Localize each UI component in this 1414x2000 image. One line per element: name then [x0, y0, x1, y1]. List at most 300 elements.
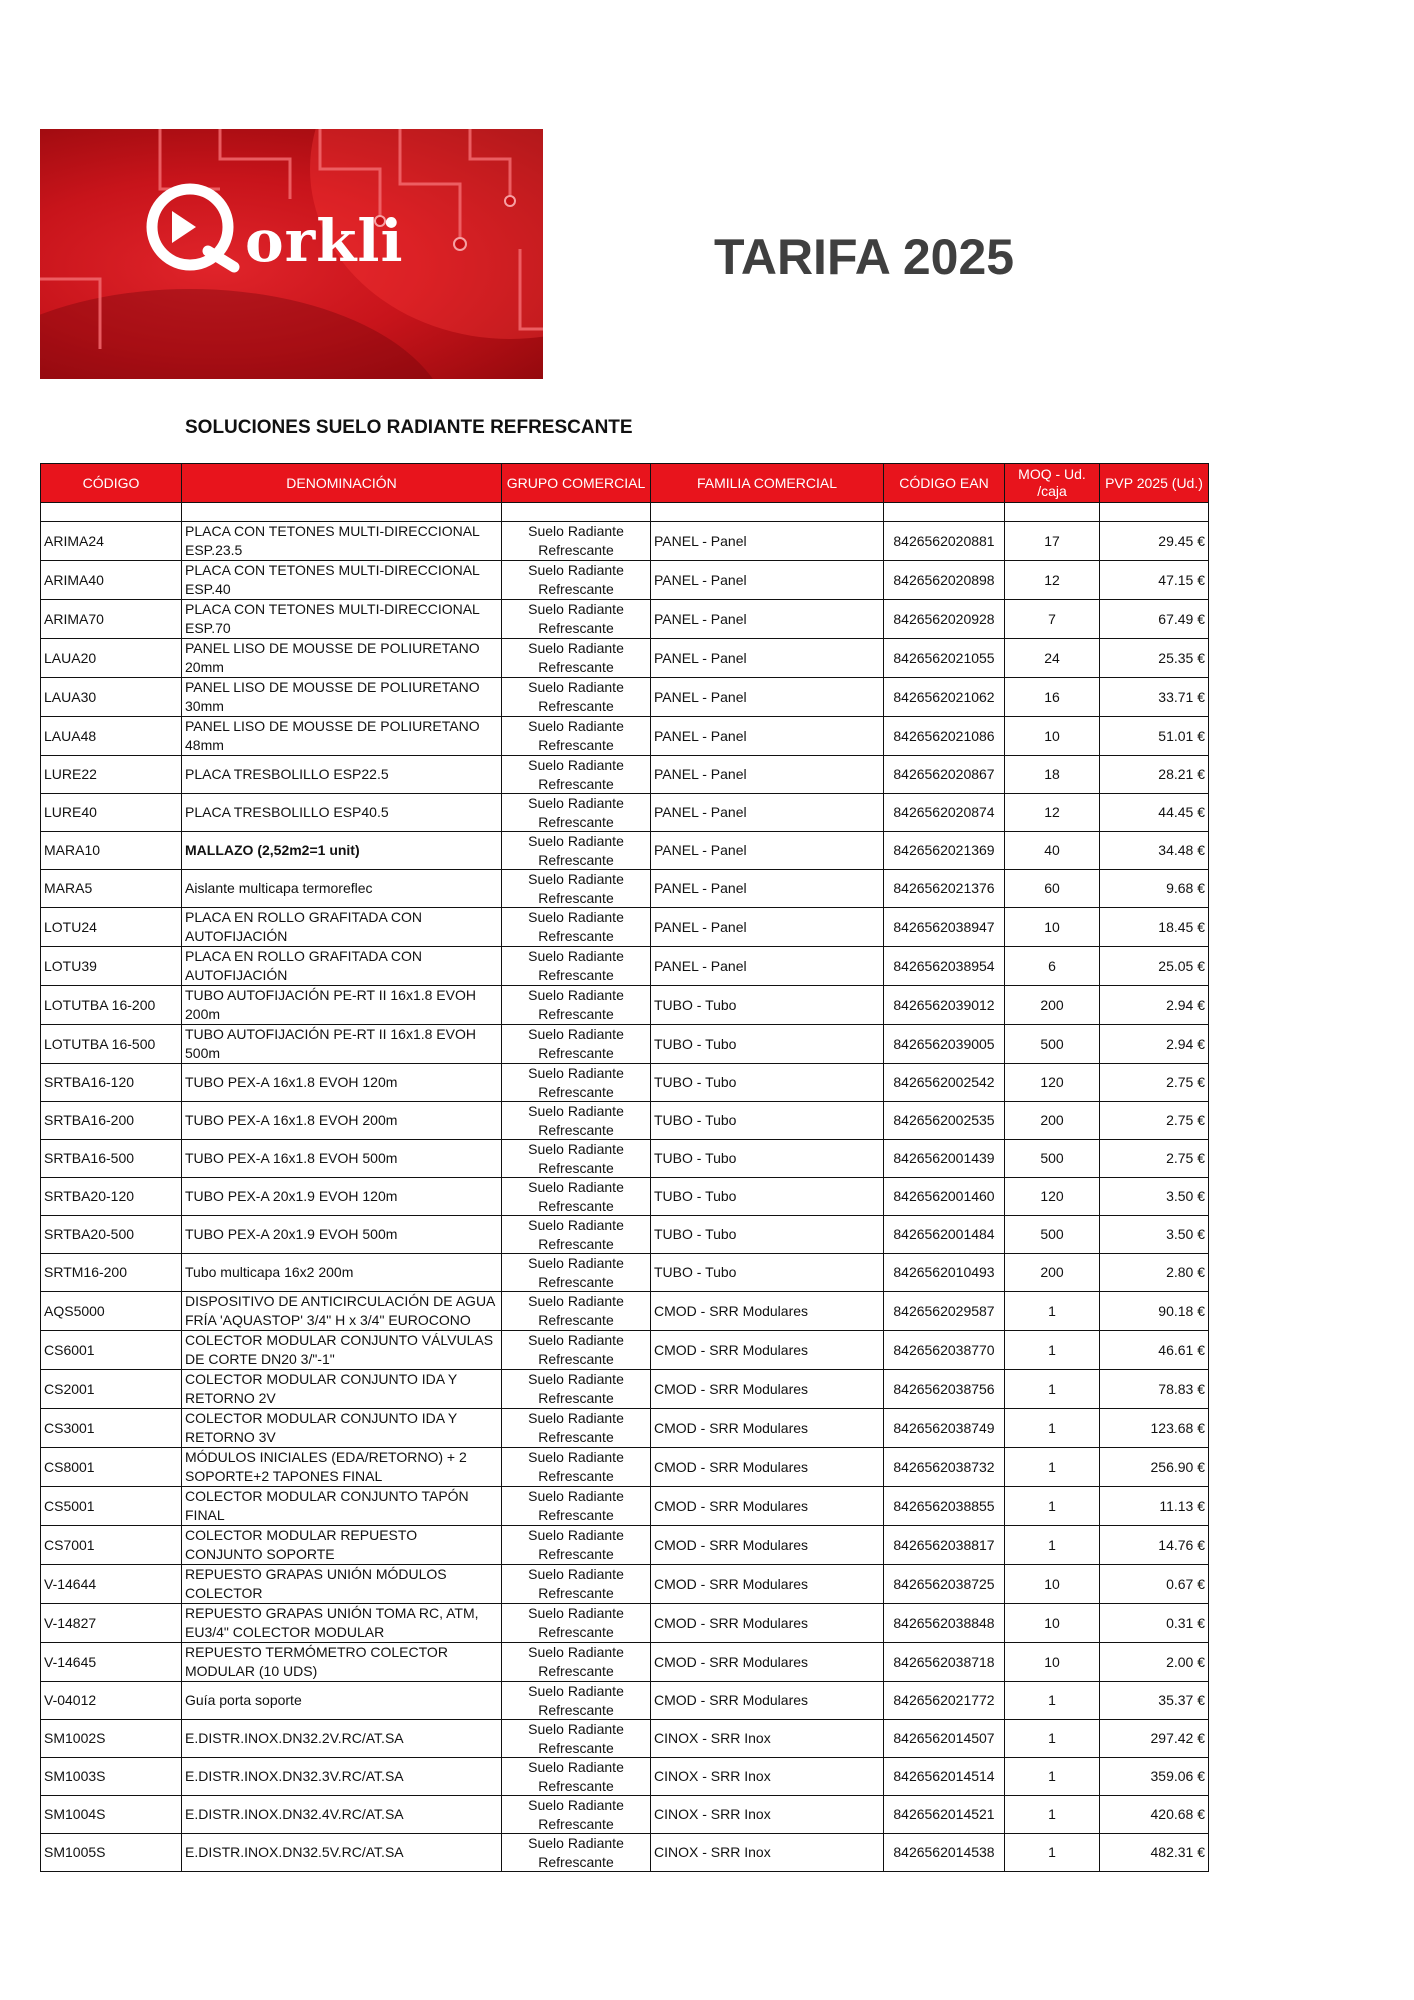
cell-familia-comercial — [651, 678, 884, 717]
cell-grupo-comercial-text: Suelo Radiante Refrescante — [528, 756, 624, 792]
cell-grupo-comercial-text: Suelo Radiante Refrescante — [528, 640, 624, 675]
cell-moq — [1005, 1292, 1100, 1331]
cell-grupo-comercial — [502, 1370, 651, 1409]
table-row — [41, 832, 1209, 870]
cell-pvp — [1100, 1526, 1209, 1565]
cell-familia-comercial-text: TUBO - Tubo — [654, 1226, 737, 1242]
cell-codigo-ean — [884, 1216, 1005, 1254]
cell-codigo-ean-text: 8426562039012 — [893, 996, 995, 1013]
cell-moq-text: 1 — [1048, 1341, 1056, 1358]
cell-moq — [1005, 1720, 1100, 1758]
cell-familia-comercial — [651, 1064, 884, 1102]
table-row — [41, 1178, 1209, 1216]
cell-codigo-ean — [884, 1565, 1005, 1604]
cell-moq-text: 1 — [1048, 1302, 1056, 1319]
cell-moq-text: 12 — [1044, 804, 1060, 820]
cell-grupo-comercial-text: Suelo Radiante Refrescante — [528, 1178, 624, 1214]
cell-codigo-text: LURE40 — [44, 804, 97, 820]
cell-familia-comercial-text: PANEL - Panel — [654, 649, 747, 666]
cell-pvp — [1100, 1216, 1209, 1254]
cell-denominacion-text: TUBO PEX-A 16x1.8 EVOH 200m — [185, 1112, 398, 1128]
cell-pvp — [1100, 1102, 1209, 1140]
cell-moq-text: 10 — [1044, 918, 1060, 935]
cell-codigo — [41, 832, 182, 870]
cell-grupo-comercial-text: Suelo Radiante Refrescante — [528, 1796, 624, 1832]
cell-codigo — [41, 986, 182, 1025]
cell-familia-comercial-text: CMOD - SRR Modulares — [654, 1536, 809, 1553]
cell-codigo-ean-text: 8426562001484 — [893, 1226, 995, 1242]
cell-pvp — [1100, 1565, 1209, 1604]
cell-familia-comercial — [651, 1643, 884, 1682]
cell-codigo — [41, 1064, 182, 1102]
cell-codigo-text: V-14644 — [44, 1575, 97, 1592]
cell-denominacion — [182, 908, 502, 947]
cell-moq — [1005, 1025, 1100, 1064]
cell-codigo-ean-text: 8426562021062 — [893, 688, 995, 705]
cell-moq — [1005, 986, 1100, 1025]
cell-familia-comercial-text: CMOD - SRR Modulares — [654, 1302, 809, 1319]
cell-grupo-comercial — [502, 1682, 651, 1720]
cell-grupo-comercial-text: Suelo Radiante Refrescante — [528, 1410, 624, 1445]
cell-familia-comercial-text: CMOD - SRR Modulares — [654, 1614, 809, 1631]
cell-moq — [1005, 1682, 1100, 1720]
cell-pvp — [1100, 832, 1209, 870]
cell-codigo-text: CS6001 — [44, 1341, 95, 1358]
table-row — [41, 986, 1209, 1025]
cell-moq-text: 1 — [1048, 1458, 1056, 1475]
cell-pvp — [1100, 1409, 1209, 1448]
cell-denominacion — [182, 947, 502, 986]
cell-moq — [1005, 1487, 1100, 1526]
cell-moq-text: 500 — [1040, 1150, 1064, 1166]
cell-codigo-text: CS7001 — [44, 1536, 95, 1553]
cell-grupo-comercial — [502, 986, 651, 1025]
cell-grupo-comercial-text: Suelo Radiante Refrescante — [528, 1527, 624, 1562]
cell-denominacion — [182, 832, 502, 870]
cell-codigo-text: AQS5000 — [44, 1302, 105, 1319]
cell-pvp-text: 29.45 € — [1158, 532, 1205, 549]
cell-denominacion — [182, 1487, 502, 1526]
cell-familia-comercial — [651, 870, 884, 908]
cell-codigo-ean — [884, 1292, 1005, 1331]
cell-familia-comercial-text: TUBO - Tubo — [654, 1188, 737, 1204]
cell-denominacion-text: Guía porta soporte — [185, 1692, 302, 1708]
cell-moq — [1005, 717, 1100, 756]
cell-denominacion — [182, 639, 502, 678]
cell-familia-comercial-text: CMOD - SRR Modulares — [654, 1497, 809, 1514]
cell-familia-comercial — [651, 1102, 884, 1140]
cell-pvp-text: 44.45 € — [1158, 804, 1205, 820]
cell-denominacion — [182, 1064, 502, 1102]
cell-codigo-ean-text: 8426562038855 — [893, 1497, 995, 1514]
cell-codigo-ean-text: 8426562014521 — [893, 1806, 995, 1822]
cell-codigo-ean — [884, 1643, 1005, 1682]
cell-pvp-text: 9.68 € — [1166, 880, 1205, 896]
cell-familia-comercial — [651, 1331, 884, 1370]
cell-codigo-ean-text: 8426562001439 — [893, 1150, 995, 1166]
table-row — [41, 1565, 1209, 1604]
cell-familia-comercial-text: PANEL - Panel — [654, 727, 747, 744]
cell-familia-comercial-text: PANEL - Panel — [654, 918, 747, 935]
cell-familia-comercial-text: CMOD - SRR Modulares — [654, 1341, 809, 1358]
cell-codigo-text: CS3001 — [44, 1419, 95, 1436]
cell-codigo-text: ARIMA24 — [44, 532, 104, 549]
cell-pvp — [1100, 756, 1209, 794]
orkli-logo — [40, 129, 543, 379]
cell-codigo-text: SRTBA20-500 — [44, 1226, 135, 1242]
cell-grupo-comercial-text: Suelo Radiante Refrescante — [528, 1140, 624, 1176]
cell-grupo-comercial-text: Suelo Radiante Refrescante — [528, 1758, 624, 1794]
table-row — [41, 1102, 1209, 1140]
cell-codigo — [41, 1140, 182, 1178]
cell-grupo-comercial — [502, 908, 651, 947]
cell-codigo — [41, 908, 182, 947]
header-familia-comercial: FAMILIA COMERCIAL — [651, 464, 884, 503]
cell-moq — [1005, 1834, 1100, 1872]
cell-grupo-comercial-text: Suelo Radiante Refrescante — [528, 987, 624, 1022]
cell-denominacion — [182, 1254, 502, 1292]
cell-codigo-ean-text: 8426562010493 — [893, 1264, 995, 1280]
cell-pvp — [1100, 1370, 1209, 1409]
cell-familia-comercial — [651, 1448, 884, 1487]
cell-codigo-ean-text: 8426562014514 — [893, 1768, 995, 1784]
cell-moq — [1005, 794, 1100, 832]
cell-codigo-ean — [884, 908, 1005, 947]
cell-pvp-text: 51.01 € — [1158, 727, 1205, 744]
cell-pvp-text: 67.49 € — [1158, 610, 1205, 627]
cell-grupo-comercial-text: Suelo Radiante Refrescante — [528, 562, 624, 597]
cell-codigo-text: LURE22 — [44, 766, 97, 782]
cell-codigo-text: CS8001 — [44, 1458, 95, 1475]
cell-familia-comercial — [651, 1758, 884, 1796]
cell-familia-comercial-text: CMOD - SRR Modulares — [654, 1458, 809, 1475]
cell-codigo-ean — [884, 756, 1005, 794]
cell-grupo-comercial — [502, 600, 651, 639]
cell-pvp-text: 35.37 € — [1158, 1692, 1205, 1708]
cell-codigo-text: LAUA20 — [44, 649, 97, 666]
cell-moq — [1005, 832, 1100, 870]
cell-moq — [1005, 908, 1100, 947]
cell-familia-comercial — [651, 1140, 884, 1178]
cell-denominacion-text: PLACA TRESBOLILLO ESP40.5 — [185, 804, 389, 820]
cell-familia-comercial — [651, 1216, 884, 1254]
cell-grupo-comercial — [502, 1448, 651, 1487]
cell-grupo-comercial — [502, 1409, 651, 1448]
cell-grupo-comercial-text: Suelo Radiante Refrescante — [528, 1216, 624, 1252]
cell-moq — [1005, 1565, 1100, 1604]
cell-grupo-comercial — [502, 1254, 651, 1292]
cell-codigo-text: MARA5 — [44, 880, 93, 896]
cell-grupo-comercial-text: Suelo Radiante Refrescante — [528, 1644, 624, 1679]
cell-grupo-comercial — [502, 678, 651, 717]
table-row — [41, 1331, 1209, 1370]
cell-moq — [1005, 600, 1100, 639]
table-row — [41, 1682, 1209, 1720]
cell-grupo-comercial-text: Suelo Radiante Refrescante — [528, 679, 624, 714]
cell-codigo-ean — [884, 1409, 1005, 1448]
cell-grupo-comercial — [502, 561, 651, 600]
cell-moq — [1005, 1216, 1100, 1254]
cell-grupo-comercial-text: Suelo Radiante Refrescante — [528, 1332, 624, 1367]
cell-familia-comercial — [651, 1796, 884, 1834]
cell-denominacion — [182, 1796, 502, 1834]
cell-denominacion-text: PLACA EN ROLLO GRAFITADA CON AUTOFIJACIÓN — [185, 909, 423, 944]
cell-grupo-comercial — [502, 1643, 651, 1682]
cell-codigo — [41, 1331, 182, 1370]
cell-codigo-ean — [884, 1331, 1005, 1370]
cell-grupo-comercial — [502, 1216, 651, 1254]
table-row — [41, 600, 1209, 639]
cell-denominacion-text: PLACA CON TETONES MULTI-DIRECCIONAL ESP.40 — [185, 562, 480, 597]
cell-denominacion — [182, 1331, 502, 1370]
cell-pvp — [1100, 1178, 1209, 1216]
cell-grupo-comercial-text: Suelo Radiante Refrescante — [528, 1605, 624, 1640]
cell-moq — [1005, 947, 1100, 986]
cell-pvp — [1100, 1720, 1209, 1758]
cell-moq — [1005, 1448, 1100, 1487]
cell-denominacion-text: TUBO PEX-A 16x1.8 EVOH 500m — [185, 1150, 398, 1166]
cell-codigo-ean — [884, 1102, 1005, 1140]
cell-pvp-text: 78.83 € — [1158, 1380, 1205, 1397]
cell-pvp-text: 2.75 € — [1166, 1074, 1205, 1090]
cell-codigo — [41, 1025, 182, 1064]
cell-codigo-text: MARA10 — [44, 842, 101, 858]
cell-pvp — [1100, 717, 1209, 756]
cell-moq — [1005, 1643, 1100, 1682]
cell-codigo — [41, 1526, 182, 1565]
cell-pvp-text: 14.76 € — [1158, 1536, 1205, 1553]
cell-pvp — [1100, 794, 1209, 832]
cell-familia-comercial — [651, 1565, 884, 1604]
cell-denominacion-text: PANEL LISO DE MOUSSE DE POLIURETANO 48mm — [185, 718, 480, 753]
cell-pvp — [1100, 1254, 1209, 1292]
cell-codigo-ean-text: 8426562014507 — [893, 1730, 995, 1746]
cell-denominacion — [182, 1526, 502, 1565]
cell-codigo — [41, 1487, 182, 1526]
table-row — [41, 561, 1209, 600]
page-title: TARIFA 2025 — [714, 229, 1015, 285]
cell-denominacion — [182, 1565, 502, 1604]
cell-pvp-text: 420.68 € — [1150, 1806, 1205, 1822]
cell-denominacion-text: COLECTOR MODULAR CONJUNTO TAPÓN FINAL — [185, 1488, 469, 1523]
cell-codigo-ean-text: 8426562020867 — [893, 766, 995, 782]
cell-grupo-comercial-text: Suelo Radiante Refrescante — [528, 1720, 624, 1756]
cell-codigo-ean-text: 8426562038817 — [893, 1536, 995, 1553]
cell-denominacion-text: PANEL LISO DE MOUSSE DE POLIURETANO 30mm — [185, 679, 480, 714]
cell-denominacion-text: REPUESTO TERMÓMETRO COLECTOR MODULAR (10 UDS) — [185, 1644, 448, 1679]
cell-codigo-ean — [884, 832, 1005, 870]
cell-codigo-text: V-04012 — [44, 1692, 97, 1708]
cell-pvp — [1100, 1758, 1209, 1796]
cell-pvp — [1100, 600, 1209, 639]
cell-denominacion — [182, 1140, 502, 1178]
cell-moq — [1005, 1102, 1100, 1140]
cell-grupo-comercial-text: Suelo Radiante Refrescante — [528, 1371, 624, 1406]
cell-codigo-ean — [884, 986, 1005, 1025]
cell-denominacion — [182, 600, 502, 639]
cell-codigo-text: CS2001 — [44, 1380, 95, 1397]
cell-codigo-ean — [884, 794, 1005, 832]
cell-moq-text: 1 — [1048, 1768, 1056, 1784]
cell-familia-comercial — [651, 1682, 884, 1720]
cell-denominacion-text: REPUESTO GRAPAS UNIÓN MÓDULOS COLECTOR — [185, 1566, 447, 1601]
cell-denominacion-text: DISPOSITIVO DE ANTICIRCULACIÓN DE AGUA FRÍA 'AQUASTOP' 3/4" H x 3/4" EUROCONO — [185, 1293, 495, 1328]
table-row — [41, 678, 1209, 717]
cell-pvp — [1100, 1796, 1209, 1834]
cell-pvp-text: 25.35 € — [1158, 649, 1205, 666]
cell-codigo-text: V-14827 — [44, 1614, 97, 1631]
cell-codigo-ean-text: 8426562021772 — [893, 1692, 995, 1708]
header-denominacion: DENOMINACIÓN — [182, 464, 502, 503]
cell-codigo-ean-text: 8426562021086 — [893, 727, 995, 744]
cell-codigo — [41, 1292, 182, 1331]
cell-codigo-ean-text: 8426562002542 — [893, 1074, 995, 1090]
cell-codigo — [41, 1254, 182, 1292]
cell-codigo-ean — [884, 1254, 1005, 1292]
cell-familia-comercial — [651, 1178, 884, 1216]
cell-familia-comercial-text: PANEL - Panel — [654, 880, 747, 896]
cell-moq-text: 7 — [1048, 610, 1056, 627]
cell-moq — [1005, 1254, 1100, 1292]
cell-codigo-text: LAUA48 — [44, 727, 97, 744]
cell-codigo — [41, 1178, 182, 1216]
cell-grupo-comercial — [502, 1526, 651, 1565]
cell-moq-text: 200 — [1040, 1112, 1064, 1128]
cell-codigo-ean — [884, 678, 1005, 717]
table-row — [41, 1140, 1209, 1178]
cell-codigo-text: SRTM16-200 — [44, 1264, 128, 1280]
cell-denominacion-text: E.DISTR.INOX.DN32.2V.RC/AT.SA — [185, 1730, 404, 1746]
cell-denominacion-text: E.DISTR.INOX.DN32.5V.RC/AT.SA — [185, 1844, 404, 1860]
cell-denominacion — [182, 794, 502, 832]
table-row — [41, 1448, 1209, 1487]
cell-moq-text: 1 — [1048, 1380, 1056, 1397]
cell-familia-comercial — [651, 1292, 884, 1331]
cell-codigo — [41, 1643, 182, 1682]
header-pvp: PVP 2025 (Ud.) — [1100, 464, 1209, 503]
cell-denominacion-text: COLECTOR MODULAR REPUESTO CONJUNTO SOPORTE — [185, 1527, 418, 1562]
cell-pvp-text: 482.31 € — [1150, 1844, 1205, 1860]
cell-moq — [1005, 561, 1100, 600]
cell-moq — [1005, 1064, 1100, 1102]
cell-pvp-text: 25.05 € — [1158, 957, 1205, 974]
cell-codigo-text: SM1003S — [44, 1768, 106, 1784]
cell-denominacion-text: TUBO PEX-A 16x1.8 EVOH 120m — [185, 1074, 398, 1090]
cell-denominacion — [182, 870, 502, 908]
cell-denominacion — [182, 1025, 502, 1064]
cell-moq-text: 200 — [1040, 1264, 1064, 1280]
cell-grupo-comercial-text: Suelo Radiante Refrescante — [528, 1566, 624, 1601]
cell-codigo-ean — [884, 639, 1005, 678]
cell-grupo-comercial-text: Suelo Radiante Refrescante — [528, 1064, 624, 1100]
table-row — [41, 1720, 1209, 1758]
cell-codigo-ean — [884, 1064, 1005, 1102]
cell-grupo-comercial-text: Suelo Radiante Refrescante — [528, 870, 624, 906]
cell-codigo-ean — [884, 1682, 1005, 1720]
price-table — [40, 463, 1209, 1872]
cell-moq-text: 24 — [1044, 649, 1060, 666]
cell-familia-comercial-text: CMOD - SRR Modulares — [654, 1380, 809, 1397]
cell-codigo — [41, 1370, 182, 1409]
table-row — [41, 522, 1209, 561]
cell-grupo-comercial — [502, 870, 651, 908]
cell-codigo — [41, 1796, 182, 1834]
cell-denominacion — [182, 1758, 502, 1796]
cell-codigo — [41, 522, 182, 561]
cell-grupo-comercial — [502, 1834, 651, 1872]
cell-pvp-text: 11.13 € — [1159, 1497, 1205, 1514]
table-row — [41, 1370, 1209, 1409]
cell-pvp-text: 2.94 € — [1166, 1035, 1205, 1052]
cell-codigo-ean-text: 8426562038732 — [893, 1458, 995, 1475]
cell-pvp — [1100, 1682, 1209, 1720]
cell-familia-comercial-text: CINOX - SRR Inox — [654, 1730, 771, 1746]
cell-pvp — [1100, 561, 1209, 600]
cell-pvp — [1100, 1140, 1209, 1178]
cell-grupo-comercial — [502, 756, 651, 794]
table-row — [41, 1409, 1209, 1448]
cell-codigo-ean — [884, 1487, 1005, 1526]
cell-moq-text: 10 — [1044, 1575, 1060, 1592]
cell-familia-comercial — [651, 522, 884, 561]
cell-grupo-comercial — [502, 947, 651, 986]
cell-grupo-comercial-text: Suelo Radiante Refrescante — [528, 794, 624, 830]
cell-moq — [1005, 1140, 1100, 1178]
table-header-row — [41, 464, 1209, 503]
logo-wordmark: orkli — [245, 207, 404, 275]
cell-codigo — [41, 947, 182, 986]
cell-codigo — [41, 794, 182, 832]
cell-moq-text: 40 — [1044, 842, 1060, 858]
cell-denominacion — [182, 1682, 502, 1720]
cell-familia-comercial-text: PANEL - Panel — [654, 842, 747, 858]
cell-pvp-text: 90.18 € — [1158, 1302, 1205, 1319]
cell-denominacion — [182, 1448, 502, 1487]
cell-familia-comercial-text: CINOX - SRR Inox — [654, 1806, 771, 1822]
cell-codigo-text: SRTBA16-200 — [44, 1112, 135, 1128]
cell-familia-comercial — [651, 1604, 884, 1643]
cell-familia-comercial-text: PANEL - Panel — [654, 957, 747, 974]
cell-familia-comercial-text: TUBO - Tubo — [654, 1035, 737, 1052]
cell-denominacion-text: E.DISTR.INOX.DN32.4V.RC/AT.SA — [185, 1806, 404, 1822]
cell-denominacion — [182, 522, 502, 561]
cell-grupo-comercial — [502, 832, 651, 870]
table-row — [41, 870, 1209, 908]
cell-codigo-ean-text: 8426562038756 — [893, 1380, 995, 1397]
cell-pvp — [1100, 908, 1209, 947]
header-codigo-ean: CÓDIGO EAN — [884, 464, 1005, 503]
cell-familia-comercial-text: TUBO - Tubo — [654, 1150, 737, 1166]
cell-pvp — [1100, 1834, 1209, 1872]
cell-moq-text: 120 — [1040, 1188, 1064, 1204]
cell-codigo-ean — [884, 717, 1005, 756]
cell-moq-text: 10 — [1044, 1614, 1060, 1631]
cell-moq-text: 10 — [1044, 727, 1060, 744]
cell-familia-comercial — [651, 1526, 884, 1565]
table-row — [41, 1758, 1209, 1796]
cell-codigo — [41, 561, 182, 600]
cell-codigo — [41, 678, 182, 717]
cell-codigo-text: CS5001 — [44, 1497, 95, 1514]
cell-familia-comercial-text: PANEL - Panel — [654, 532, 747, 549]
cell-moq-text: 1 — [1048, 1806, 1056, 1822]
cell-familia-comercial-text: PANEL - Panel — [654, 610, 747, 627]
cell-moq — [1005, 522, 1100, 561]
cell-moq — [1005, 756, 1100, 794]
cell-moq-text: 17 — [1044, 532, 1060, 549]
cell-familia-comercial-text: CMOD - SRR Modulares — [654, 1575, 809, 1592]
cell-moq-text: 1 — [1048, 1692, 1056, 1708]
